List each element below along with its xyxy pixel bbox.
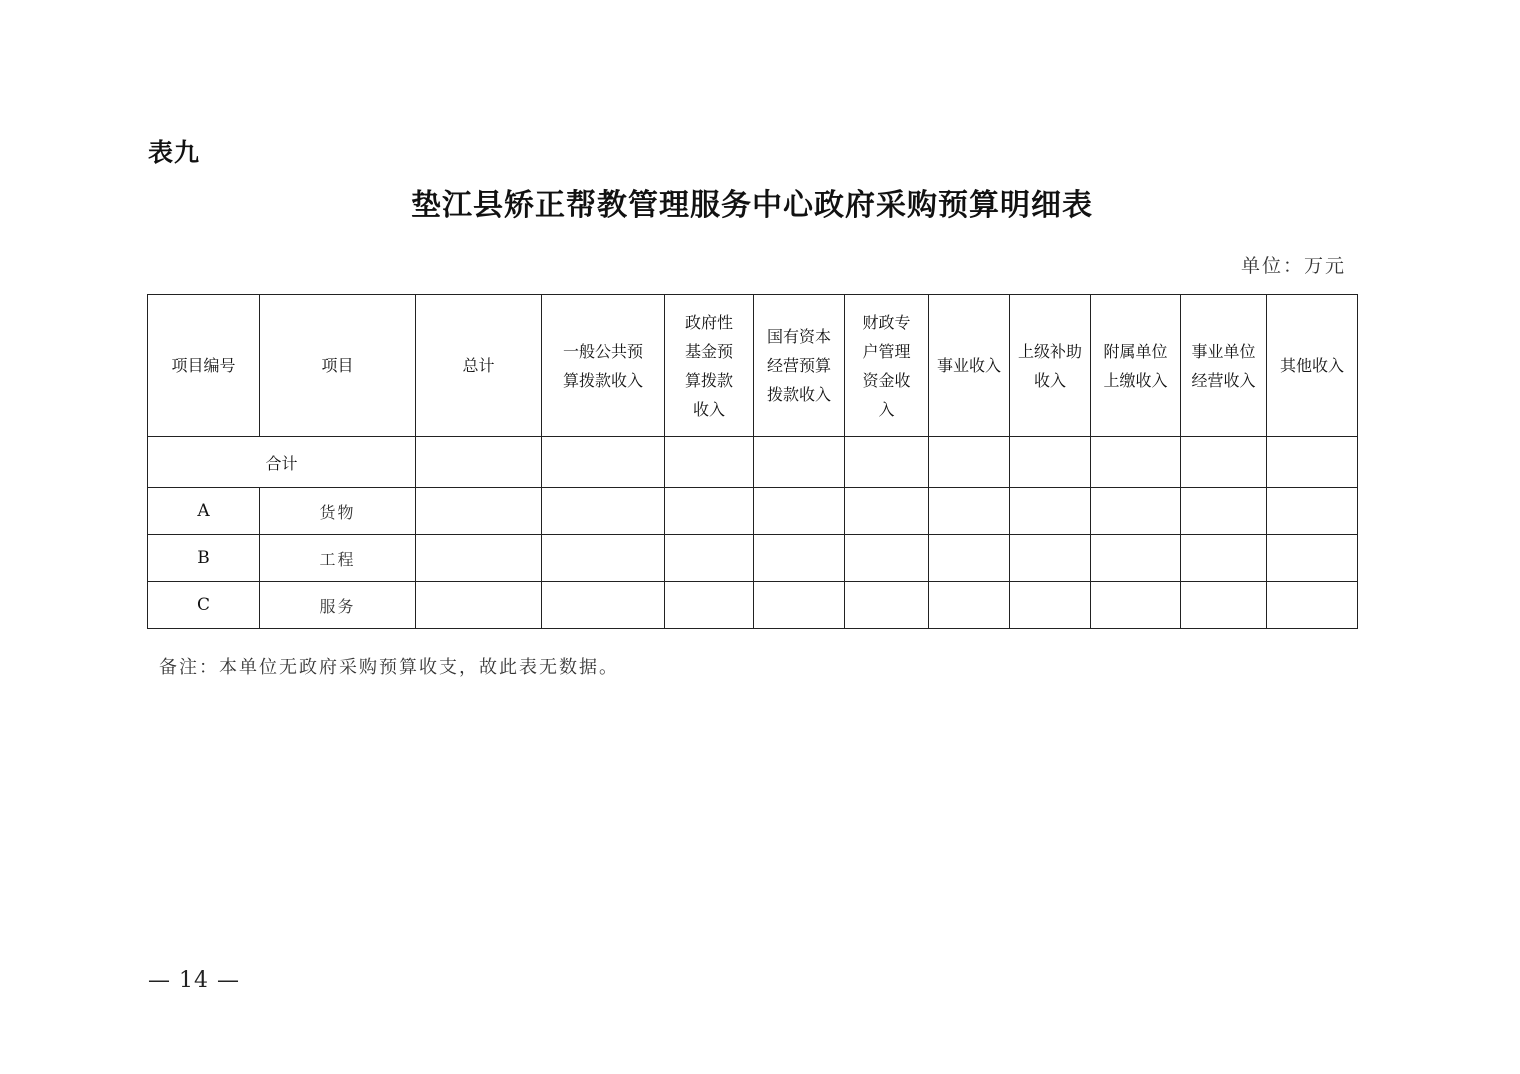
item-name-cell: 工程 bbox=[260, 535, 416, 582]
column-header-special-account: 财政专户管理资金收入 bbox=[845, 295, 929, 437]
table-cell bbox=[1181, 535, 1267, 582]
table-row bbox=[148, 535, 1358, 582]
unit-label: 单位：万元 bbox=[1240, 255, 1346, 277]
table-cell bbox=[1267, 535, 1358, 582]
table-cell bbox=[929, 437, 1010, 488]
table-label: 表九 bbox=[148, 138, 201, 167]
table-cell bbox=[665, 437, 754, 488]
table-cell bbox=[542, 582, 665, 629]
table-cell bbox=[416, 488, 542, 535]
table-cell bbox=[1091, 437, 1181, 488]
table-cell bbox=[845, 437, 929, 488]
table-cell bbox=[1091, 535, 1181, 582]
page-title: 垫江县矫正帮教管理服务中心政府采购预算明细表 bbox=[411, 188, 1093, 223]
table-cell bbox=[665, 582, 754, 629]
table-cell bbox=[416, 582, 542, 629]
column-header-item-code: 项目编号 bbox=[148, 295, 260, 437]
table-cell bbox=[1010, 535, 1091, 582]
item-name-cell: 货物 bbox=[260, 488, 416, 535]
table-cell bbox=[542, 437, 665, 488]
item-name-cell: 服务 bbox=[260, 582, 416, 629]
table-cell bbox=[845, 582, 929, 629]
table-cell bbox=[1267, 582, 1358, 629]
table-header-row bbox=[148, 295, 1358, 437]
table-cell bbox=[1181, 437, 1267, 488]
table-cell bbox=[1181, 582, 1267, 629]
table-cell bbox=[542, 488, 665, 535]
table-cell bbox=[754, 488, 845, 535]
table-cell bbox=[929, 488, 1010, 535]
column-header-item: 项目 bbox=[260, 295, 416, 437]
column-header-other-income: 其他收入 bbox=[1267, 295, 1358, 437]
table-cell bbox=[1091, 582, 1181, 629]
column-header-general-budget: 一般公共预算拨款收入 bbox=[542, 295, 665, 437]
table-cell bbox=[1010, 437, 1091, 488]
total-row bbox=[148, 437, 1358, 488]
table-cell bbox=[845, 488, 929, 535]
total-label: 合计 bbox=[148, 437, 416, 488]
table-cell bbox=[665, 535, 754, 582]
table-cell bbox=[1267, 488, 1358, 535]
item-code-cell: C bbox=[148, 582, 260, 629]
table-cell bbox=[845, 535, 929, 582]
table-cell bbox=[754, 582, 845, 629]
item-code-cell: B bbox=[148, 535, 260, 582]
table-row bbox=[148, 582, 1358, 629]
column-header-subsidiary-payment: 附属单位上缴收入 bbox=[1091, 295, 1181, 437]
table-cell bbox=[929, 582, 1010, 629]
table-cell bbox=[1010, 488, 1091, 535]
table-cell bbox=[754, 437, 845, 488]
procurement-budget-table bbox=[147, 294, 1358, 629]
table-cell bbox=[1091, 488, 1181, 535]
table-cell bbox=[416, 437, 542, 488]
column-header-business-income: 事业收入 bbox=[929, 295, 1010, 437]
item-code-cell: A bbox=[148, 488, 260, 535]
column-header-fund-budget: 政府性基金预算拨款收入 bbox=[665, 295, 754, 437]
table-cell bbox=[1181, 488, 1267, 535]
table-cell bbox=[416, 535, 542, 582]
table-cell bbox=[1267, 437, 1358, 488]
table-row bbox=[148, 488, 1358, 535]
table-cell bbox=[929, 535, 1010, 582]
column-header-state-capital-budget: 国有资本经营预算拨款收入 bbox=[754, 295, 845, 437]
table-cell bbox=[542, 535, 665, 582]
table-cell bbox=[754, 535, 845, 582]
column-header-total: 总计 bbox=[416, 295, 542, 437]
table-note: 备注：本单位无政府采购预算收支，故此表无数据。 bbox=[159, 657, 619, 678]
table-cell bbox=[1010, 582, 1091, 629]
table-cell bbox=[665, 488, 754, 535]
page-number: — 14 — bbox=[148, 968, 240, 993]
column-header-superior-subsidy: 上级补助收入 bbox=[1010, 295, 1091, 437]
column-header-operating-income: 事业单位经营收入 bbox=[1181, 295, 1267, 437]
